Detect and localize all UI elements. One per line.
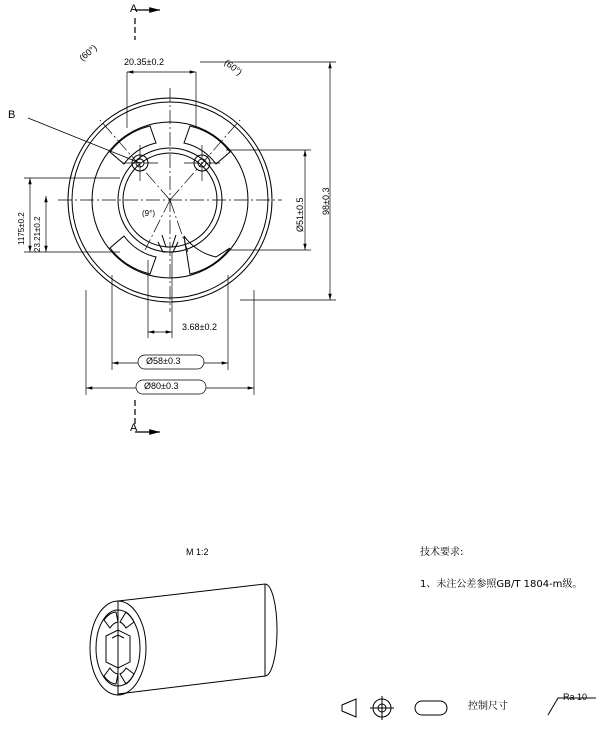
iso-slot-ul	[104, 612, 118, 628]
dim-1175: 1175±0.2	[17, 212, 26, 245]
capsule-symbol	[415, 701, 447, 715]
section-mark-bottom: A	[130, 422, 138, 434]
detail-leader-b	[28, 118, 140, 163]
notes-line-1: 1、未注公差参照GB/T 1804-m级。	[420, 579, 583, 590]
dim-368: 3.68±0.2	[182, 322, 217, 332]
cone-symbol	[342, 699, 356, 717]
roughness-label: Ra 10	[563, 692, 588, 702]
control-dimension-label: 控制尺寸	[468, 701, 508, 712]
angle-right: (60°)	[222, 57, 245, 78]
iso-slot-lr	[120, 668, 134, 684]
dim-2035: 20.35±0.2	[124, 57, 164, 67]
scale-label: M 1:2	[186, 547, 209, 557]
keyway-inner	[162, 235, 176, 247]
dim-d80: Ø80±0.3	[144, 381, 179, 391]
dim-98: 98±0.3	[321, 187, 331, 215]
angle-ray-right	[170, 120, 240, 200]
angle-center: (9°)	[142, 209, 155, 218]
isometric-view	[90, 584, 277, 695]
body-back-edge	[265, 584, 277, 676]
hole-group	[132, 155, 210, 171]
detail-mark-b: B	[8, 109, 16, 121]
section-mark-top: A	[130, 3, 138, 15]
inner-profile	[158, 235, 178, 252]
dim-d51: Ø51±0.5	[295, 197, 305, 232]
dim-2321: 23.21±0.2	[33, 216, 42, 252]
angle-left: (60°)	[77, 42, 99, 63]
notes-heading: 技术要求:	[420, 547, 464, 558]
dim-d58: Ø58±0.3	[146, 356, 181, 366]
leader-line-b	[28, 118, 140, 163]
angle-ray-a	[145, 200, 170, 250]
iso-slot-ll	[104, 668, 118, 684]
angle-ray-left	[100, 120, 170, 200]
iso-slot-ur	[120, 612, 134, 628]
